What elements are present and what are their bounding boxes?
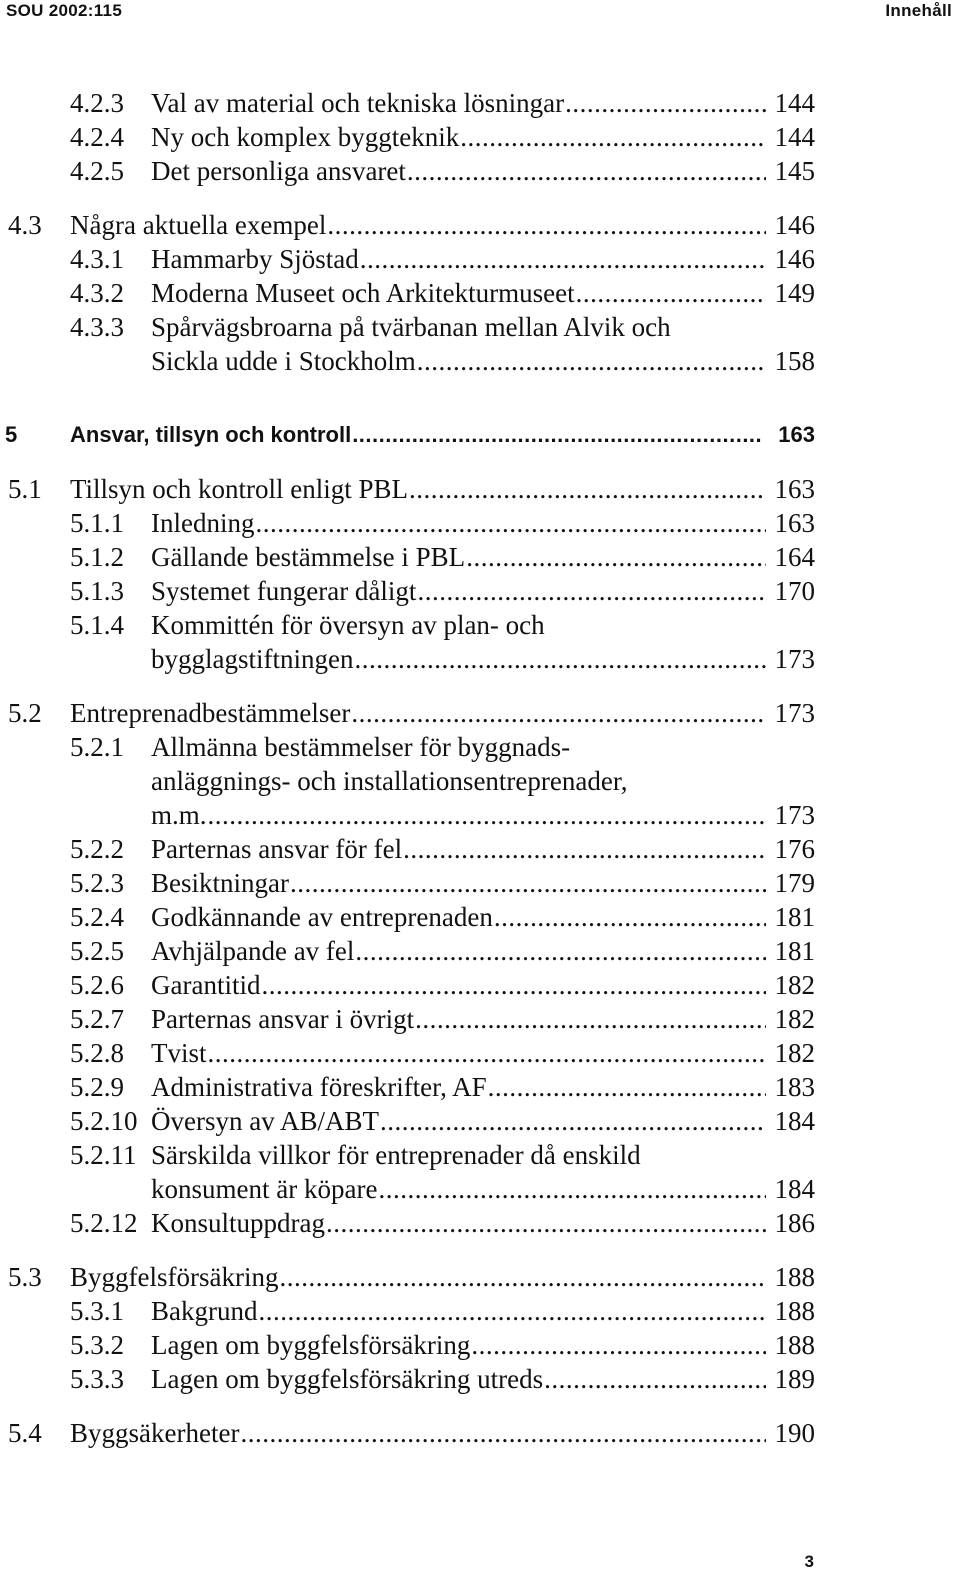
toc-entry <box>70 86 815 120</box>
toc-entry-page: 176 <box>774 834 815 864</box>
leader-dots <box>240 1416 766 1450</box>
toc-entry <box>70 608 545 642</box>
toc-entry-continuation <box>151 798 815 832</box>
toc-entry-page: 186 <box>774 1208 815 1238</box>
toc-entry <box>8 208 815 242</box>
toc-entry <box>70 1138 641 1172</box>
toc-entry-number: 5.2 <box>8 698 42 728</box>
toc-entry-title: Parternas ansvar för fel <box>151 834 403 864</box>
toc-entry-title: Hammarby Sjöstad <box>151 244 359 274</box>
leader-dots <box>255 506 766 540</box>
toc-entry <box>70 540 815 574</box>
toc-entry-page: 146 <box>774 244 815 274</box>
toc-entry-title: Det personliga ansvaret <box>151 156 406 186</box>
toc-entry-page: 182 <box>774 970 815 1000</box>
toc-entry-title: Systemet fungerar dåligt <box>151 576 417 606</box>
toc-entry-page: 179 <box>774 868 815 898</box>
toc-entry-number: 5.2.11 <box>70 1140 137 1170</box>
toc-entry-title: Konsultuppdrag <box>151 1208 325 1238</box>
leader-dots <box>407 154 766 188</box>
toc-entry <box>70 574 815 608</box>
toc-entry <box>70 154 815 188</box>
toc-entry <box>70 242 815 276</box>
toc-entry-number: 5.2.1 <box>70 732 124 762</box>
toc-entry <box>70 310 671 344</box>
toc-entry-title: Tillsyn och kontroll enligt PBL <box>70 474 409 504</box>
toc-entry-number: 5.2.10 <box>70 1106 138 1136</box>
leader-dots <box>417 574 766 608</box>
leader-dots <box>466 540 766 574</box>
leader-dots <box>460 120 766 154</box>
toc-entry-title: Val av material och tekniska lösningar <box>151 88 565 118</box>
toc-entry <box>70 900 815 934</box>
leader-dots <box>409 472 766 506</box>
toc-entry <box>70 730 570 764</box>
toc-entry <box>70 968 815 1002</box>
toc-entry-page: 183 <box>774 1072 815 1102</box>
toc-entry-page: 190 <box>774 1418 815 1448</box>
toc-entry-title: Moderna Museet och Arkitekturmuseet <box>151 278 575 308</box>
toc-entry-title: Avhjälpande av fel <box>151 936 355 966</box>
toc-entry <box>70 1206 815 1240</box>
toc-entry-page: 173 <box>774 644 815 674</box>
toc-entry-number: 5.2.5 <box>70 936 124 966</box>
toc-entry-number: 5.1.4 <box>70 610 124 640</box>
toc-entry-title: Översyn av AB/ABT <box>151 1106 379 1136</box>
leader-dots <box>258 1294 766 1328</box>
toc-chapter-number: 5 <box>5 422 18 447</box>
running-header-right: Innehåll <box>885 1 952 20</box>
toc-entry-page: 158 <box>774 346 815 376</box>
toc-entry-number: 4.2.5 <box>70 156 124 186</box>
toc-entry-page: 182 <box>774 1004 815 1034</box>
toc-entry-page: 173 <box>774 800 815 830</box>
toc-entry-title-continued: anläggnings- och installationsentreprenader, <box>151 766 628 796</box>
toc-entry-page: 170 <box>774 576 815 606</box>
toc-entry-number: 5.2.4 <box>70 902 124 932</box>
toc-entry-number: 5.3.3 <box>70 1364 124 1394</box>
toc-entry <box>70 1070 815 1104</box>
toc-entry-title: Besiktningar <box>151 868 289 898</box>
toc-entry-number: 5.1.2 <box>70 542 124 572</box>
toc-entry-title: Bakgrund <box>151 1296 258 1326</box>
toc-entry-page: 145 <box>774 156 815 186</box>
toc-entry-page: 181 <box>774 902 815 932</box>
leader-dots <box>403 832 766 866</box>
leader-dots <box>544 1362 766 1396</box>
toc-entry-title-continued: bygglagstiftningen <box>151 644 354 674</box>
toc-entry-title: Godkännande av entreprenaden <box>151 902 493 932</box>
toc-entry-title: Byggfelsförsäkring <box>70 1262 279 1292</box>
toc-entry <box>70 1036 815 1070</box>
toc-entry-number: 4.2.4 <box>70 122 124 152</box>
toc-entry-number: 5.3.2 <box>70 1330 124 1360</box>
toc-entry-page: 184 <box>774 1106 815 1136</box>
leader-dots <box>355 934 766 968</box>
toc-entry-number: 5.2.2 <box>70 834 124 864</box>
toc-entry-number: 5.2.9 <box>70 1072 124 1102</box>
toc-entry-title: Entreprenadbestämmelser <box>70 698 351 728</box>
leader-dots <box>494 900 766 934</box>
toc-entry-page: 163 <box>774 474 815 504</box>
toc-entry-number: 4.3.2 <box>70 278 124 308</box>
leader-dots <box>380 1104 766 1138</box>
toc-entry-number: 4.3.1 <box>70 244 124 274</box>
toc-entry-title: Några aktuella exempel <box>70 210 327 240</box>
leader-dots <box>352 418 762 452</box>
leader-dots <box>261 968 766 1002</box>
toc-entry-continuation <box>151 344 815 378</box>
toc-entry <box>70 1002 815 1036</box>
toc-entry-number: 5.2.12 <box>70 1208 138 1238</box>
toc-entry-page: 144 <box>774 122 815 152</box>
running-header-left: SOU 2002:115 <box>6 1 123 20</box>
leader-dots <box>326 1206 766 1240</box>
leader-dots <box>576 276 766 310</box>
toc-entry-title: Byggsäkerheter <box>70 1418 240 1448</box>
toc-entry-page: 163 <box>774 508 815 538</box>
leader-dots <box>279 1260 766 1294</box>
toc-entry <box>8 1260 815 1294</box>
toc-entry-continuation <box>151 642 815 676</box>
leader-dots <box>208 1036 766 1070</box>
toc-entry-number: 5.2.3 <box>70 868 124 898</box>
toc-entry <box>70 866 815 900</box>
toc-entry-title: Garantitid <box>151 970 261 1000</box>
toc-entry-page: 146 <box>774 210 815 240</box>
toc-entry <box>70 934 815 968</box>
toc-entry-number: 4.3 <box>8 210 42 240</box>
leader-dots <box>360 242 766 276</box>
toc-entry-number: 5.2.6 <box>70 970 124 1000</box>
toc-entry-title: Lagen om byggfelsförsäkring utreds <box>151 1364 544 1394</box>
toc-entry-title-continued: konsument är köpare <box>151 1174 378 1204</box>
toc-entry-page: 188 <box>774 1262 815 1292</box>
toc-entry-title-continued: m.m. <box>151 800 207 830</box>
toc-entry <box>8 696 815 730</box>
toc-entry-continuation <box>151 1172 815 1206</box>
toc-entry-page: 144 <box>774 88 815 118</box>
toc-entry-title: Inledning <box>151 508 255 538</box>
toc-entry-page: 164 <box>774 542 815 572</box>
toc-entry-number: 5.1.1 <box>70 508 124 538</box>
toc-entry-page: 189 <box>774 1364 815 1394</box>
page-number: 3 <box>804 1552 814 1571</box>
toc-entry <box>70 1362 815 1396</box>
toc-entry <box>70 1328 815 1362</box>
toc-entry-title: Administrativa föreskrifter, AF <box>151 1072 487 1102</box>
leader-dots <box>471 1328 766 1362</box>
toc-entry <box>70 276 815 310</box>
leader-dots <box>290 866 766 900</box>
toc-entry-number: 5.3.1 <box>70 1296 124 1326</box>
toc-entry-title: Kommittén för översyn av plan- och <box>151 610 545 640</box>
leader-dots <box>327 208 766 242</box>
toc-entry-title: Ny och komplex byggteknik <box>151 122 460 152</box>
toc-chapter-entry <box>5 418 815 452</box>
toc-entry-page: 188 <box>774 1330 815 1360</box>
toc-entry-number: 5.2.7 <box>70 1004 124 1034</box>
leader-dots <box>488 1070 766 1104</box>
leader-dots <box>378 1172 766 1206</box>
toc-chapter-page: 163 <box>778 422 815 447</box>
leader-dots <box>354 642 766 676</box>
leader-dots <box>415 1002 766 1036</box>
toc-chapter-title: Ansvar, tillsyn och kontroll <box>70 422 352 447</box>
toc-entry-page: 188 <box>774 1296 815 1326</box>
leader-dots <box>417 344 766 378</box>
toc-entry <box>8 472 815 506</box>
toc-entry <box>70 1104 815 1138</box>
toc-entry-number: 5.1.3 <box>70 576 124 606</box>
toc-entry-title: Tvist <box>151 1038 207 1068</box>
toc-entry <box>70 506 815 540</box>
leader-dots <box>351 696 766 730</box>
leader-dots <box>565 86 766 120</box>
toc-entry <box>70 1294 815 1328</box>
toc-entry-title-continued: Sickla udde i Stockholm <box>151 346 416 376</box>
toc-entry-page: 173 <box>774 698 815 728</box>
toc-entry <box>8 1416 815 1450</box>
toc-entry-number: 5.1 <box>8 474 42 504</box>
toc-entry-title: Gällande bestämmelse i PBL <box>151 542 466 572</box>
toc-entry-number: 5.2.8 <box>70 1038 124 1068</box>
toc-entry-number: 4.3.3 <box>70 312 124 342</box>
toc-entry-page: 181 <box>774 936 815 966</box>
leader-dots <box>208 798 766 832</box>
toc-entry <box>70 120 815 154</box>
toc-entry <box>70 832 815 866</box>
toc-entry-page: 149 <box>774 278 815 308</box>
toc-entry-number: 5.4 <box>8 1418 42 1448</box>
toc-entry-title: Allmänna bestämmelser för byggnads- <box>151 732 571 762</box>
toc-entry-title: Särskilda villkor för entreprenader då enskild <box>151 1140 641 1170</box>
toc-entry-title: Parternas ansvar i övrigt <box>151 1004 415 1034</box>
toc-entry-page: 184 <box>774 1174 815 1204</box>
toc-entry-number: 4.2.3 <box>70 88 124 118</box>
toc-entry-number: 5.3 <box>8 1262 42 1292</box>
toc-entry-title: Spårvägsbroarna på tvärbanan mellan Alvik och <box>151 312 671 342</box>
toc-entry-page: 182 <box>774 1038 815 1068</box>
toc-entry-title: Lagen om byggfelsförsäkring <box>151 1330 471 1360</box>
